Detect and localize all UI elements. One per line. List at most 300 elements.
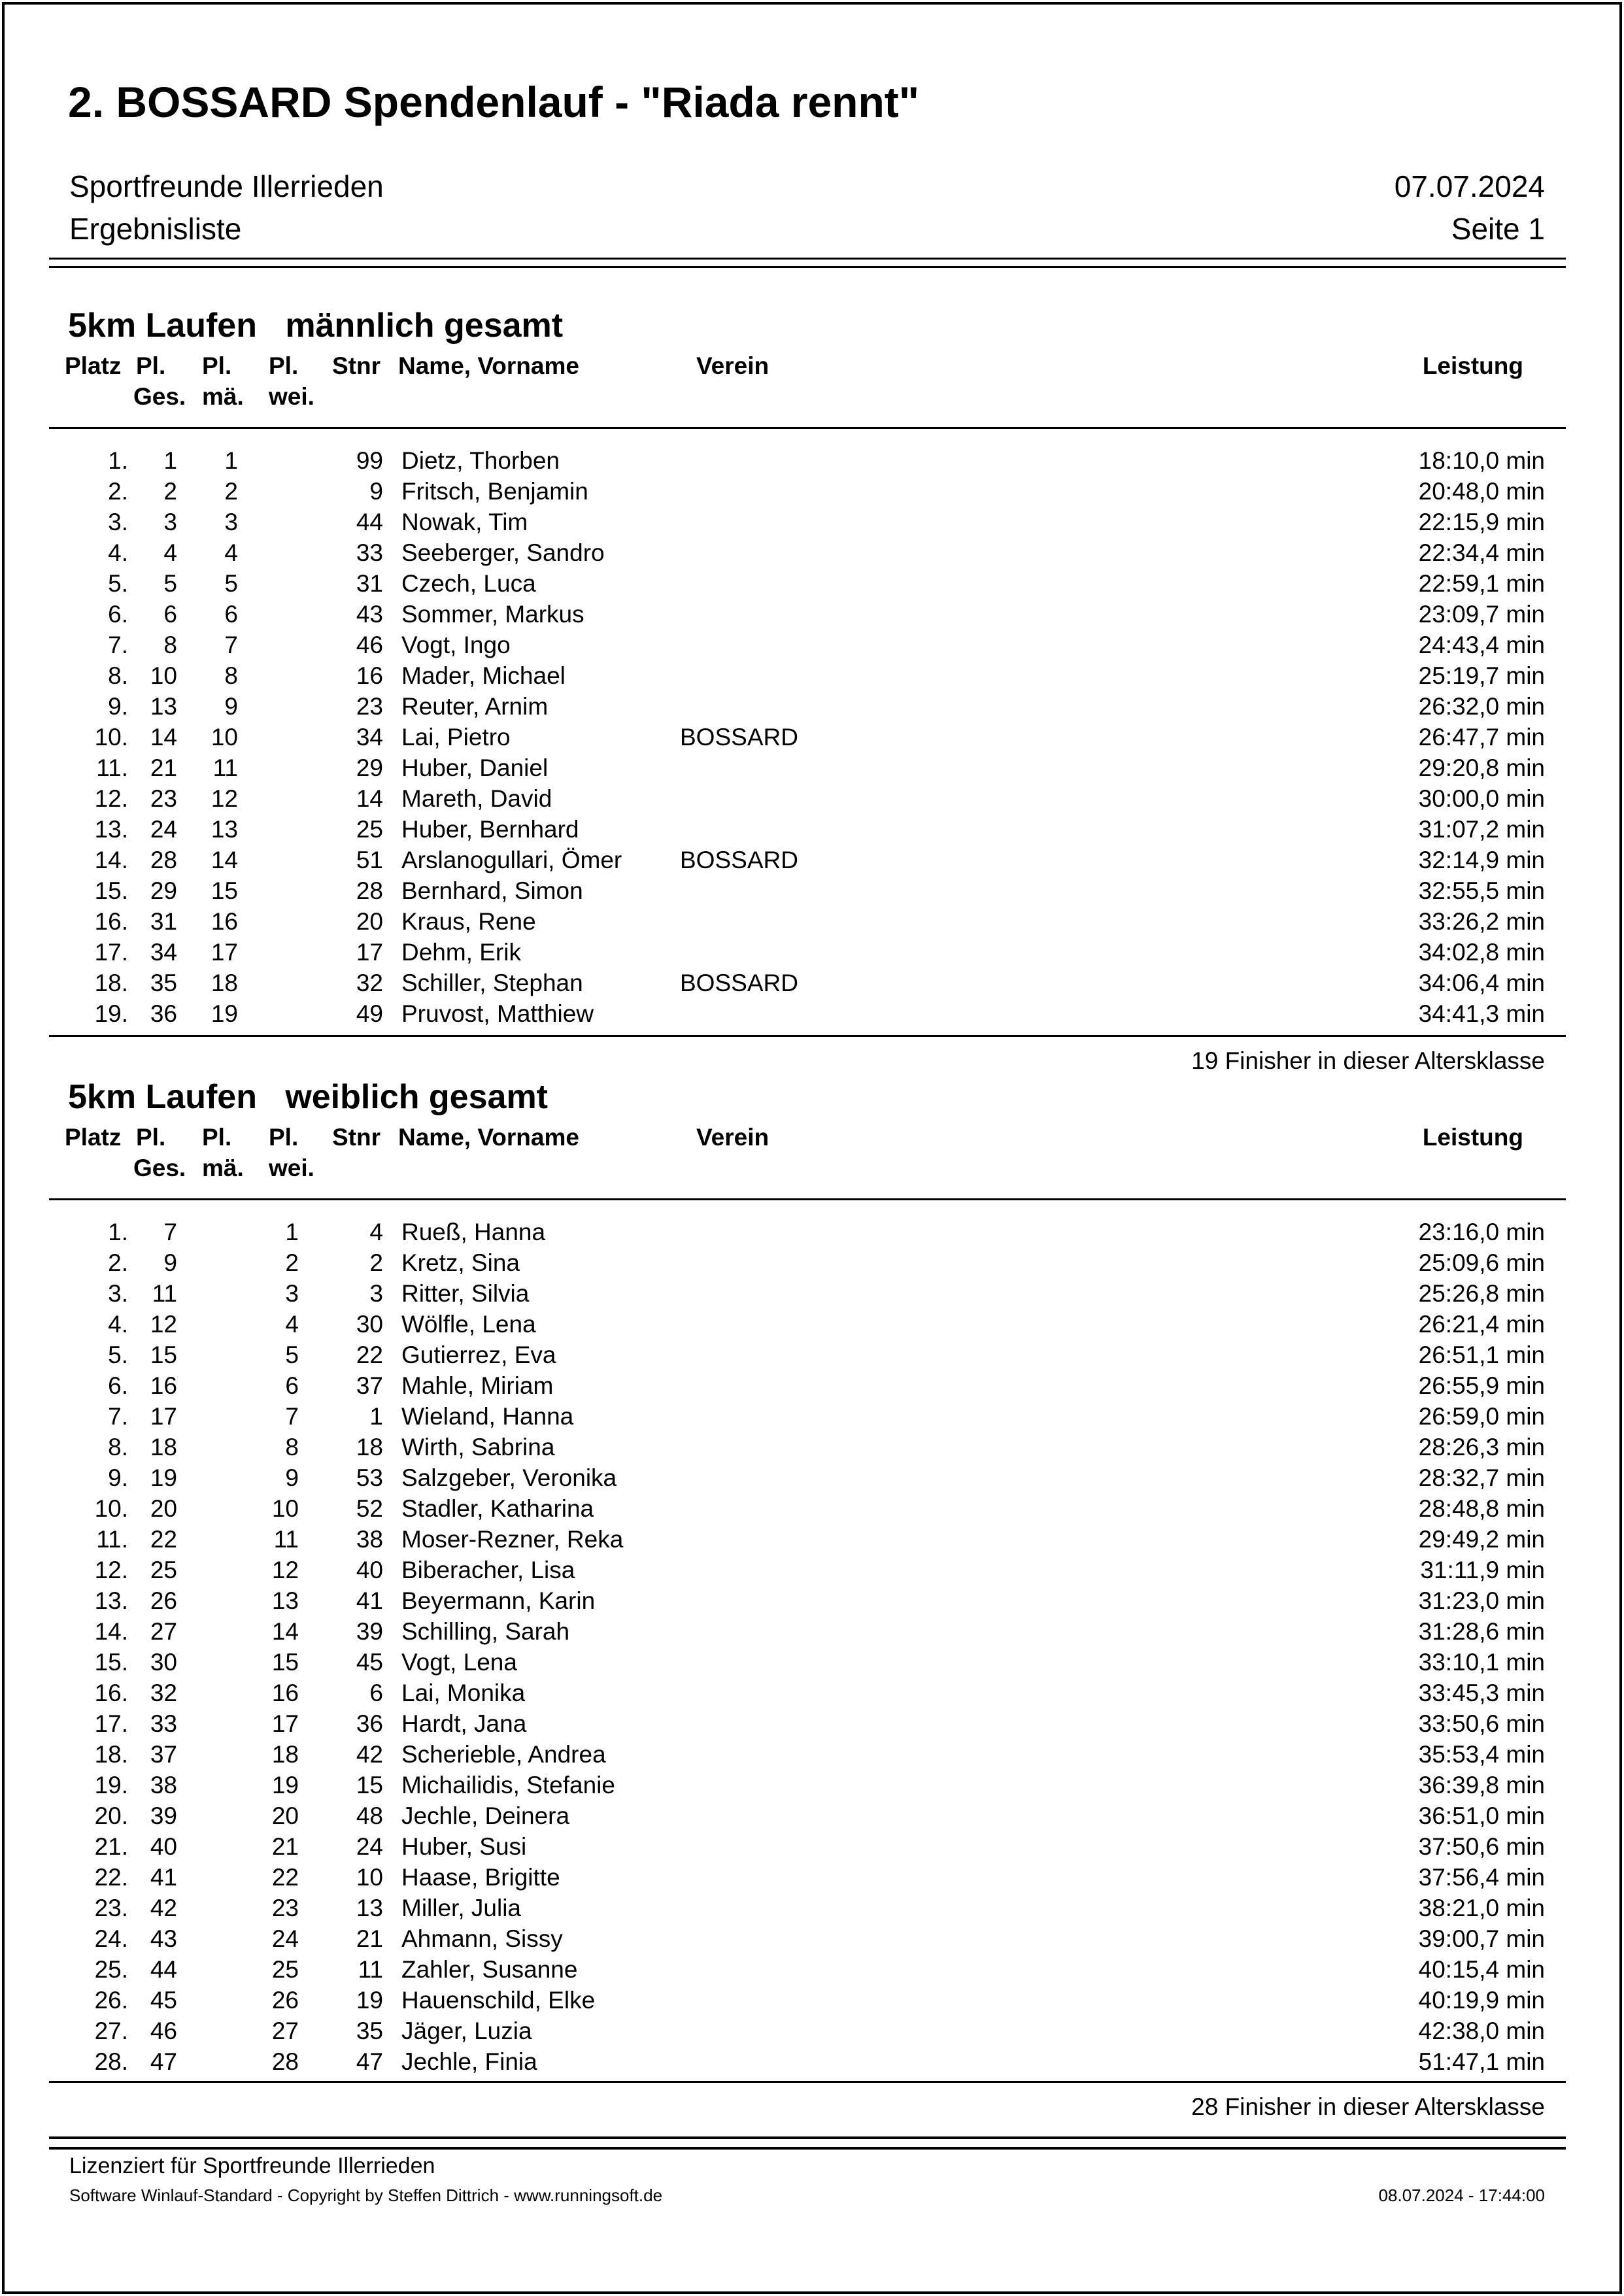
cell-stnr: 14 [356, 785, 383, 812]
cell-leistung: 40:19,9 min [1418, 1987, 1545, 2014]
cell-pl-wei: 11 [273, 1526, 299, 1553]
cell-stnr: 4 [369, 1219, 383, 1245]
cell-pl-mae: 17 [211, 939, 238, 966]
cell-pl-wei: 1 [285, 1219, 299, 1245]
cell-name: Huber, Daniel [401, 754, 549, 781]
page-number: Seite 1 [1451, 212, 1545, 246]
cell-leistung: 36:51,0 min [1418, 1802, 1545, 1829]
cell-platz: 28. [94, 2048, 128, 2075]
cell-pl-wei: 28 [271, 2048, 299, 2075]
cell-verein: BOSSARD [680, 724, 798, 751]
cell-name: Wieland, Hanna [401, 1403, 574, 1430]
cell-pl-mae: 9 [224, 693, 238, 720]
col-header-verein: Verein [696, 1124, 770, 1151]
cell-pl-mae: 15 [211, 877, 238, 904]
cell-platz: 27. [94, 2017, 128, 2044]
cell-stnr: 38 [356, 1526, 383, 1553]
col-header-stnr: Stnr [332, 352, 381, 379]
col-header-verein: Verein [696, 352, 770, 379]
cell-platz: 26. [94, 1987, 128, 2014]
cell-stnr: 20 [356, 908, 383, 935]
cell-leistung: 33:26,2 min [1418, 908, 1545, 935]
cell-name: Huber, Bernhard [401, 816, 579, 843]
cell-pl-wei: 26 [271, 1987, 299, 2014]
cell-pl-ges: 2 [163, 478, 177, 505]
table-row [0, 1217, 1624, 1247]
cell-pl-mae: 19 [211, 1000, 238, 1027]
cell-leistung: 28:26,3 min [1418, 1434, 1545, 1460]
cell-pl-ges: 32 [150, 1680, 177, 1706]
cell-stnr: 32 [356, 970, 383, 996]
table-row [0, 1770, 1624, 1800]
cell-platz: 17. [94, 939, 128, 966]
cell-stnr: 23 [356, 693, 383, 720]
cell-stnr: 30 [356, 1311, 383, 1338]
cell-pl-ges: 6 [163, 601, 177, 628]
cell-name: Fritsch, Benjamin [401, 478, 588, 505]
table-row [0, 1401, 1624, 1432]
table-row [0, 1247, 1624, 1278]
cell-pl-ges: 43 [150, 1925, 177, 1952]
col-header-pl-wei: Pl. [269, 352, 299, 379]
table-row [0, 537, 1624, 568]
cell-pl-ges: 37 [150, 1741, 177, 1768]
cell-pl-ges: 18 [150, 1434, 177, 1460]
cell-leistung: 31:11,9 min [1420, 1557, 1545, 1583]
cell-pl-wei: 18 [271, 1741, 299, 1768]
cell-stnr: 49 [356, 1000, 383, 1027]
cell-platz: 13. [94, 816, 128, 843]
cell-name: Lai, Monika [401, 1680, 526, 1706]
table-footer-rule-male [49, 1035, 1566, 1037]
table-row [0, 1647, 1624, 1678]
cell-name: Stadler, Katharina [401, 1495, 594, 1522]
cell-stnr: 46 [356, 632, 383, 658]
table-row [0, 445, 1624, 476]
table-row [0, 1309, 1624, 1340]
table-row [0, 1678, 1624, 1708]
organizer-date-line [0, 169, 1624, 205]
cell-pl-wei: 10 [271, 1495, 299, 1522]
table-row [0, 783, 1624, 814]
cell-platz: 14. [94, 1618, 128, 1645]
table-row [0, 1923, 1624, 1954]
cell-name: Arslanogullari, Ömer [401, 847, 622, 873]
cell-pl-ges: 23 [150, 785, 177, 812]
cell-name: Jäger, Luzia [401, 2017, 532, 2044]
cell-leistung: 31:28,6 min [1418, 1618, 1545, 1645]
cell-leistung: 23:09,7 min [1418, 601, 1545, 628]
cell-platz: 15. [94, 877, 128, 904]
results-rows-male [0, 445, 1624, 1029]
cell-stnr: 21 [356, 1925, 383, 1952]
cell-leistung: 25:09,6 min [1418, 1249, 1545, 1276]
cell-platz: 9. [108, 693, 128, 720]
table-header-rule-female [49, 1198, 1566, 1200]
cell-leistung: 34:02,8 min [1418, 939, 1545, 966]
cell-leistung: 34:41,3 min [1418, 1000, 1545, 1027]
cell-leistung: 25:19,7 min [1418, 662, 1545, 689]
cell-stnr: 44 [356, 509, 383, 535]
cell-stnr: 22 [356, 1342, 383, 1368]
cell-pl-wei: 14 [271, 1618, 299, 1645]
cell-stnr: 37 [356, 1372, 383, 1399]
software-credit: Software Winlauf-Standard - Copyright by Steffen Dittrich - www.runningsoft.de [69, 2186, 663, 2205]
cell-stnr: 2 [369, 1249, 383, 1276]
cell-name: Dehm, Erik [401, 939, 521, 966]
cell-pl-ges: 38 [150, 1772, 177, 1798]
cell-platz: 5. [108, 570, 128, 597]
cell-verein: BOSSARD [680, 970, 798, 996]
cell-stnr: 9 [369, 478, 383, 505]
cell-pl-ges: 31 [150, 908, 177, 935]
cell-name: Hardt, Jana [401, 1710, 527, 1737]
cell-pl-ges: 17 [150, 1403, 177, 1430]
table-row [0, 507, 1624, 537]
cell-pl-mae: 11 [212, 754, 238, 781]
cell-platz: 2. [108, 478, 128, 505]
col-header-leistung: Leistung [1422, 352, 1523, 379]
cell-stnr: 6 [369, 1680, 383, 1706]
cell-pl-wei: 20 [271, 1802, 299, 1829]
cell-pl-mae: 16 [211, 908, 238, 935]
section-title-female: 5km Laufen weiblich gesamt [68, 1078, 548, 1116]
cell-stnr: 16 [356, 662, 383, 689]
cell-pl-ges: 28 [150, 847, 177, 873]
cell-pl-wei: 21 [271, 1833, 299, 1860]
cell-stnr: 13 [356, 1895, 383, 1921]
cell-pl-wei: 6 [285, 1372, 299, 1399]
cell-pl-ges: 15 [150, 1342, 177, 1368]
cell-platz: 22. [94, 1864, 128, 1891]
section-title-male: 5km Laufen männlich gesamt [68, 307, 564, 345]
cell-stnr: 25 [356, 816, 383, 843]
cell-leistung: 33:50,6 min [1418, 1710, 1545, 1737]
cell-stnr: 3 [369, 1280, 383, 1307]
cell-pl-wei: 3 [285, 1280, 299, 1307]
cell-platz: 21. [94, 1833, 128, 1860]
cell-pl-ges: 24 [150, 816, 177, 843]
cell-leistung: 18:10,0 min [1418, 447, 1545, 474]
cell-pl-ges: 42 [150, 1895, 177, 1921]
cell-stnr: 31 [356, 570, 383, 597]
cell-name: Moser-Rezner, Reka [401, 1526, 624, 1553]
cell-name: Kretz, Sina [401, 1249, 520, 1276]
cell-stnr: 18 [356, 1434, 383, 1460]
cell-leistung: 33:10,1 min [1418, 1649, 1545, 1676]
cell-name: Pruvost, Matthiew [401, 1000, 594, 1027]
cell-stnr: 41 [356, 1587, 383, 1614]
col-header-pl-mae: Pl. [202, 352, 232, 379]
col-header-pl-ges: Pl. [136, 1124, 166, 1151]
cell-stnr: 99 [356, 447, 383, 474]
col-header-leistung: Leistung [1422, 1124, 1523, 1151]
cell-leistung: 29:49,2 min [1418, 1526, 1545, 1553]
cell-name: Haase, Brigitte [401, 1864, 560, 1891]
cell-pl-wei: 23 [271, 1895, 299, 1921]
cell-platz: 3. [108, 509, 128, 535]
cell-platz: 7. [108, 632, 128, 658]
cell-platz: 25. [94, 1956, 128, 1983]
cell-platz: 23. [94, 1895, 128, 1921]
cell-stnr: 15 [356, 1772, 383, 1798]
cell-name: Nowak, Tim [401, 509, 528, 535]
table-row [0, 752, 1624, 783]
cell-leistung: 26:32,0 min [1418, 693, 1545, 720]
license-text: Lizenziert für Sportfreunde Illerrieden [69, 2153, 435, 2178]
cell-pl-wei: 17 [271, 1710, 299, 1737]
table-row [0, 1985, 1624, 2016]
table-row [0, 1493, 1624, 1524]
cell-platz: 6. [108, 1372, 128, 1399]
cell-pl-wei: 15 [271, 1649, 299, 1676]
cell-pl-ges: 13 [150, 693, 177, 720]
cell-pl-mae: 7 [224, 632, 238, 658]
cell-stnr: 42 [356, 1741, 383, 1768]
cell-stnr: 34 [356, 724, 383, 751]
cell-leistung: 26:55,9 min [1418, 1372, 1545, 1399]
table-row [0, 1800, 1624, 1831]
cell-name: Vogt, Lena [401, 1649, 517, 1676]
cell-pl-ges: 10 [150, 662, 177, 689]
cell-platz: 2. [108, 1249, 128, 1276]
event-date: 07.07.2024 [1394, 169, 1545, 203]
cell-leistung: 29:20,8 min [1418, 754, 1545, 781]
cell-name: Kraus, Rene [401, 908, 536, 935]
organizer-name: Sportfreunde Illerrieden [69, 169, 384, 203]
cell-platz: 24. [94, 1925, 128, 1952]
col-subheader-mae: mä. [202, 1155, 244, 1181]
cell-leistung: 25:26,8 min [1418, 1280, 1545, 1307]
cell-platz: 13. [94, 1587, 128, 1614]
col-subheader-wei: wei. [269, 383, 314, 410]
table-row [0, 599, 1624, 630]
cell-name: Wölfle, Lena [401, 1311, 536, 1338]
cell-name: Sommer, Markus [401, 601, 584, 628]
cell-name: Biberacher, Lisa [401, 1557, 575, 1583]
table-row [0, 968, 1624, 998]
col-subheader-wei: wei. [269, 1155, 314, 1181]
table-row [0, 845, 1624, 875]
cell-platz: 19. [94, 1000, 128, 1027]
cell-platz: 6. [108, 601, 128, 628]
cell-leistung: 30:00,0 min [1418, 785, 1545, 812]
cell-stnr: 51 [356, 847, 383, 873]
cell-name: Wirth, Sabrina [401, 1434, 555, 1460]
table-row [0, 476, 1624, 507]
table-row [0, 1616, 1624, 1647]
cell-stnr: 33 [356, 539, 383, 566]
cell-platz: 4. [108, 1311, 128, 1338]
cell-platz: 12. [94, 1557, 128, 1583]
cell-leistung: 40:15,4 min [1418, 1956, 1545, 1983]
cell-name: Schilling, Sarah [401, 1618, 570, 1645]
cell-name: Miller, Julia [401, 1895, 521, 1921]
cell-platz: 14. [94, 847, 128, 873]
cell-leistung: 39:00,7 min [1418, 1925, 1545, 1952]
doctype-page-line [0, 211, 1624, 248]
table-header-male [0, 352, 1624, 413]
cell-leistung: 37:50,6 min [1418, 1833, 1545, 1860]
cell-pl-ges: 12 [150, 1311, 177, 1338]
cell-leistung: 28:48,8 min [1418, 1495, 1545, 1522]
cell-name: Bernhard, Simon [401, 877, 583, 904]
cell-stnr: 40 [356, 1557, 383, 1583]
header-separator-double-rule [49, 258, 1566, 268]
col-header-platz: Platz [65, 352, 122, 379]
cell-pl-ges: 30 [150, 1649, 177, 1676]
cell-pl-mae: 13 [211, 816, 238, 843]
col-header-name: Name, Vorname [398, 352, 579, 379]
cell-pl-ges: 11 [152, 1280, 177, 1307]
cell-pl-wei: 7 [285, 1403, 299, 1430]
cell-platz: 8. [108, 1434, 128, 1460]
cell-name: Michailidis, Stefanie [401, 1772, 615, 1798]
table-row [0, 2016, 1624, 2046]
cell-platz: 1. [108, 1219, 128, 1245]
cell-pl-ges: 1 [163, 447, 177, 474]
cell-pl-ges: 35 [150, 970, 177, 996]
cell-leistung: 35:53,4 min [1418, 1741, 1545, 1768]
cell-platz: 18. [94, 1741, 128, 1768]
cell-leistung: 32:55,5 min [1418, 877, 1545, 904]
cell-pl-ges: 45 [150, 1987, 177, 2014]
cell-pl-ges: 3 [163, 509, 177, 535]
cell-platz: 10. [94, 724, 128, 751]
cell-stnr: 39 [356, 1618, 383, 1645]
cell-name: Mahle, Miriam [401, 1372, 554, 1399]
cell-platz: 16. [94, 1680, 128, 1706]
cell-pl-wei: 19 [271, 1772, 299, 1798]
table-row [0, 998, 1624, 1029]
cell-pl-mae: 5 [224, 570, 238, 597]
col-header-pl-ges: Pl. [136, 352, 166, 379]
col-header-stnr: Stnr [332, 1124, 381, 1151]
cell-name: Czech, Luca [401, 570, 536, 597]
table-row [0, 1555, 1624, 1585]
cell-pl-ges: 5 [163, 570, 177, 597]
cell-platz: 17. [94, 1710, 128, 1737]
cell-name: Scherieble, Andrea [401, 1741, 606, 1768]
cell-leistung: 51:47,1 min [1418, 2048, 1545, 2075]
cell-leistung: 26:21,4 min [1418, 1311, 1545, 1338]
col-header-platz: Platz [65, 1124, 122, 1151]
cell-leistung: 24:43,4 min [1418, 632, 1545, 658]
cell-leistung: 42:38,0 min [1418, 2017, 1545, 2044]
col-header-pl-mae: Pl. [202, 1124, 232, 1151]
cell-pl-wei: 5 [285, 1342, 299, 1368]
col-header-pl-wei: Pl. [269, 1124, 299, 1151]
cell-leistung: 26:47,7 min [1418, 724, 1545, 751]
cell-platz: 1. [108, 447, 128, 474]
cell-pl-ges: 21 [150, 754, 177, 781]
cell-pl-ges: 9 [163, 1249, 177, 1276]
cell-name: Seeberger, Sandro [401, 539, 605, 566]
table-row [0, 630, 1624, 660]
cell-pl-mae: 3 [224, 509, 238, 535]
cell-name: Jechle, Deinera [401, 1802, 570, 1829]
cell-name: Huber, Susi [401, 1833, 527, 1860]
cell-stnr: 48 [356, 1802, 383, 1829]
table-row [0, 1462, 1624, 1493]
cell-pl-ges: 8 [163, 632, 177, 658]
table-row [0, 1585, 1624, 1616]
cell-platz: 9. [108, 1464, 128, 1491]
cell-stnr: 35 [356, 2017, 383, 2044]
cell-platz: 3. [108, 1280, 128, 1307]
finisher-note-female: 28 Finisher in dieser Altersklasse [1191, 2093, 1545, 2120]
cell-stnr: 24 [356, 1833, 383, 1860]
cell-pl-wei: 24 [271, 1925, 299, 1952]
cell-leistung: 28:32,7 min [1418, 1464, 1545, 1491]
cell-leistung: 22:59,1 min [1418, 570, 1545, 597]
cell-pl-wei: 27 [271, 2017, 299, 2044]
table-row [0, 1862, 1624, 1893]
cell-pl-ges: 36 [150, 1000, 177, 1027]
table-footer-rule-female [49, 2081, 1566, 2083]
cell-name: Reuter, Arnim [401, 693, 549, 720]
results-rows-female [0, 1217, 1624, 2077]
cell-platz: 4. [108, 539, 128, 566]
table-row [0, 906, 1624, 937]
cell-name: Rueß, Hanna [401, 1219, 546, 1245]
cell-leistung: 22:15,9 min [1418, 509, 1545, 535]
table-row [0, 937, 1624, 968]
cell-leistung: 33:45,3 min [1418, 1680, 1545, 1706]
cell-pl-wei: 13 [271, 1587, 299, 1614]
cell-platz: 11. [96, 1526, 128, 1553]
cell-pl-ges: 41 [150, 1864, 177, 1891]
cell-leistung: 37:56,4 min [1418, 1864, 1545, 1891]
table-row [0, 660, 1624, 691]
table-row [0, 1432, 1624, 1462]
cell-pl-ges: 16 [150, 1372, 177, 1399]
cell-pl-ges: 19 [150, 1464, 177, 1491]
table-row [0, 1831, 1624, 1862]
cell-pl-ges: 44 [150, 1956, 177, 1983]
cell-name: Dietz, Thorben [401, 447, 560, 474]
cell-pl-wei: 16 [271, 1680, 299, 1706]
cell-platz: 12. [94, 785, 128, 812]
col-subheader-mae: mä. [202, 383, 244, 410]
cell-platz: 18. [94, 970, 128, 996]
cell-name: Jechle, Finia [401, 2048, 537, 2075]
cell-leistung: 34:06,4 min [1418, 970, 1545, 996]
cell-platz: 20. [94, 1802, 128, 1829]
table-row [0, 1893, 1624, 1923]
cell-stnr: 45 [356, 1649, 383, 1676]
cell-name: Mader, Michael [401, 662, 566, 689]
cell-platz: 5. [108, 1342, 128, 1368]
cell-name: Salzgeber, Veronika [401, 1464, 617, 1491]
cell-platz: 10. [94, 1495, 128, 1522]
cell-name: Zahler, Susanne [401, 1956, 578, 1983]
table-row [0, 1524, 1624, 1555]
cell-stnr: 17 [356, 939, 383, 966]
cell-pl-ges: 20 [150, 1495, 177, 1522]
cell-platz: 15. [94, 1649, 128, 1676]
cell-platz: 19. [94, 1772, 128, 1798]
cell-name: Ahmann, Sissy [401, 1925, 563, 1952]
cell-pl-mae: 8 [224, 662, 238, 689]
table-row [0, 1340, 1624, 1370]
cell-pl-ges: 34 [150, 939, 177, 966]
table-header-rule-male [49, 427, 1566, 429]
cell-pl-ges: 26 [150, 1587, 177, 1614]
cell-name: Gutierrez, Eva [401, 1342, 556, 1368]
cell-pl-ges: 27 [150, 1618, 177, 1645]
cell-pl-mae: 4 [224, 539, 238, 566]
